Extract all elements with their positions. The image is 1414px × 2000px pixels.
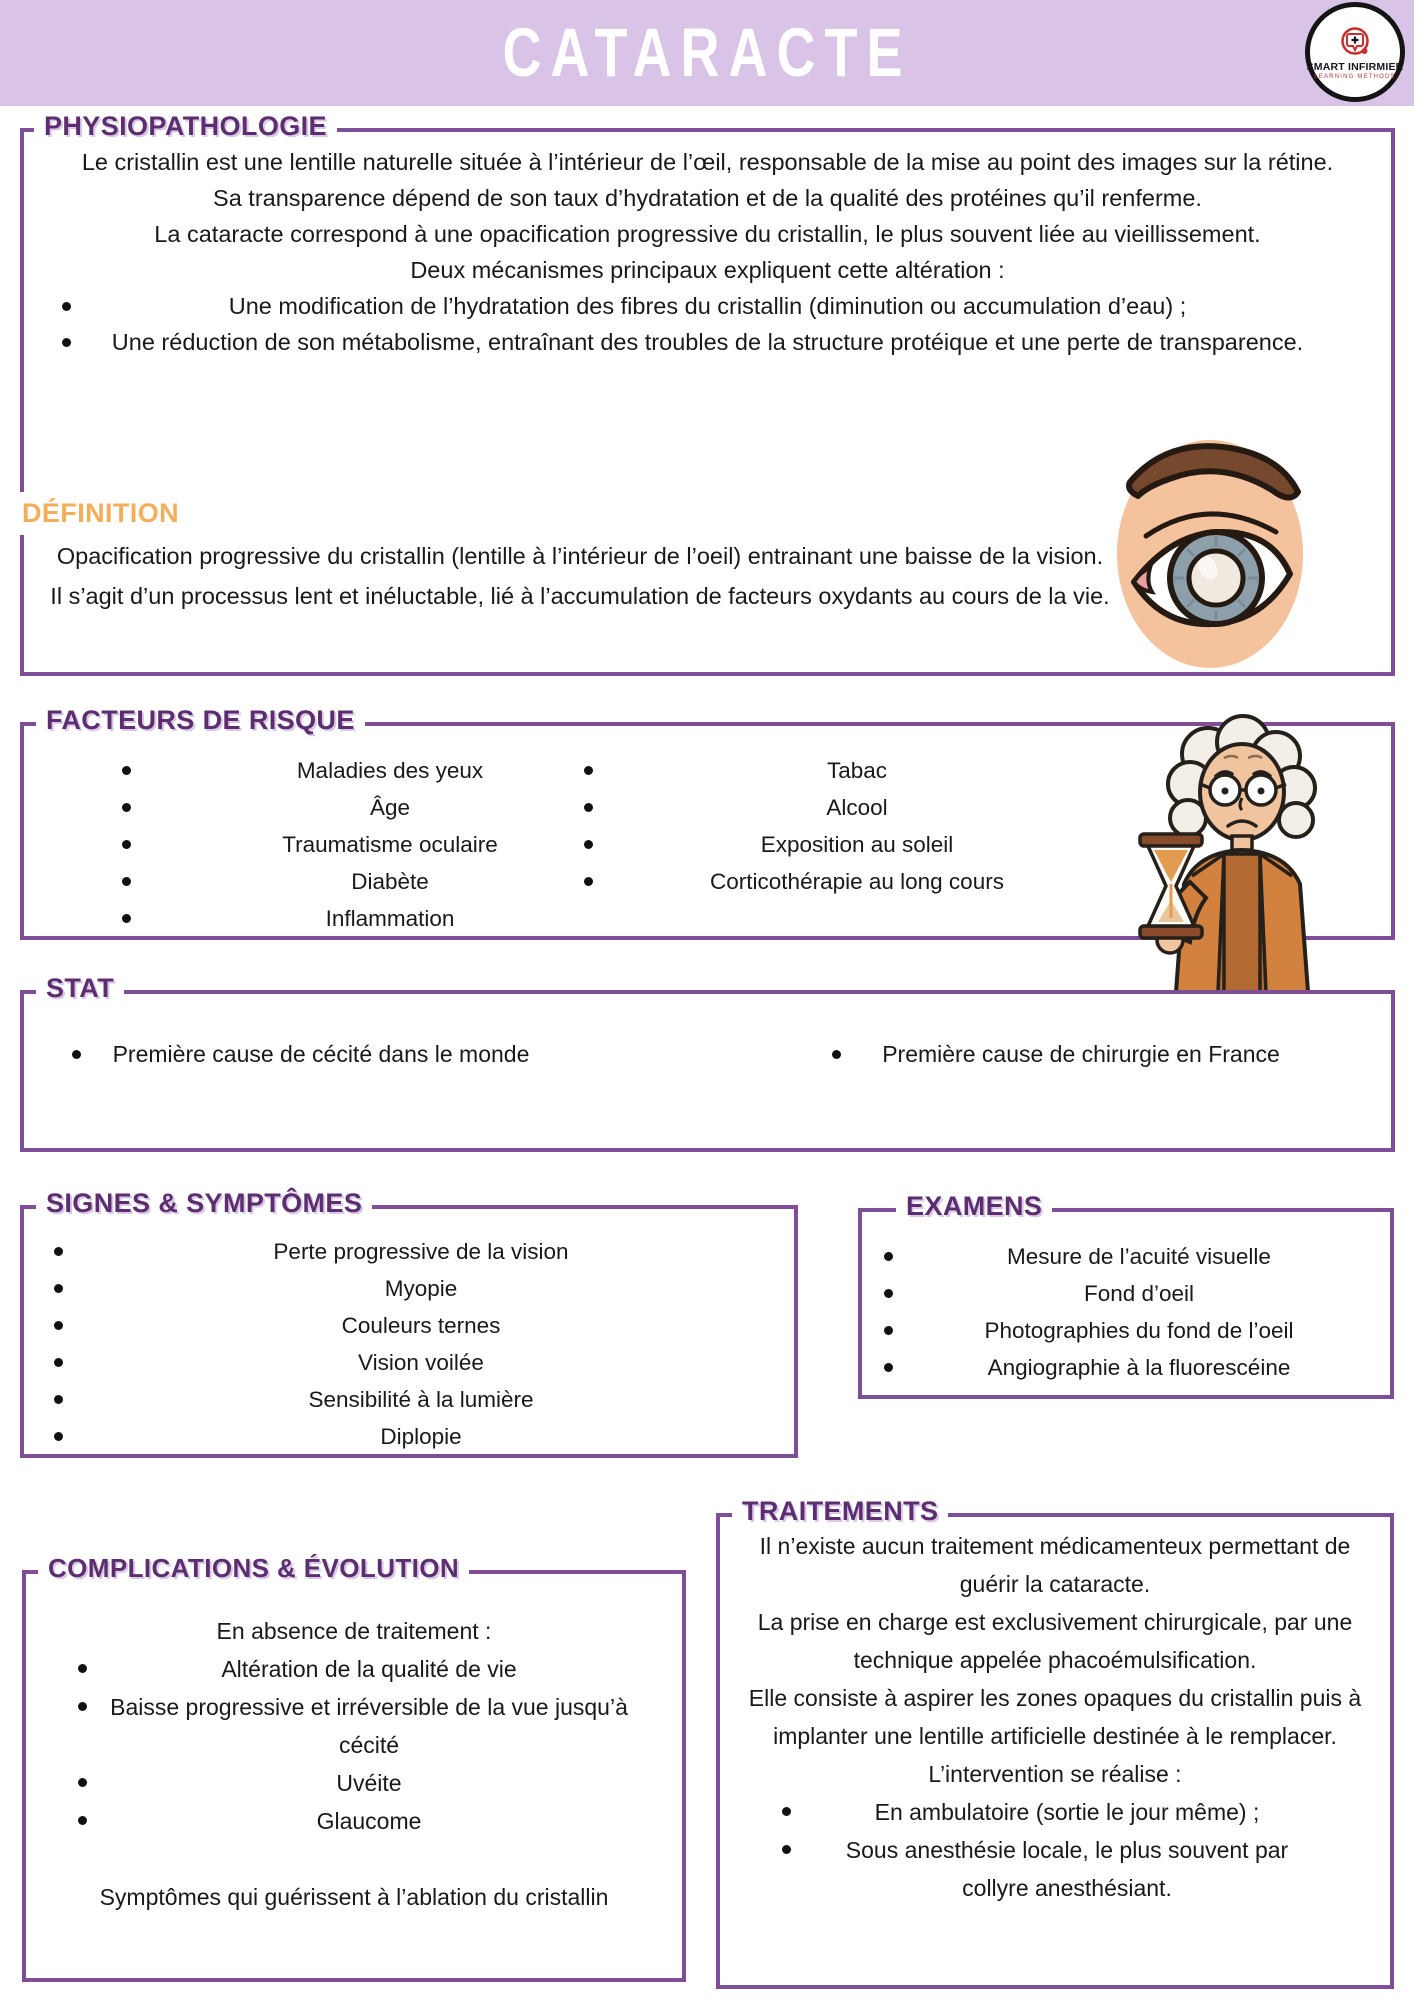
exams-panel xyxy=(858,1191,1394,1399)
list-item: Sensibilité à la lumière xyxy=(24,1381,794,1418)
list-item: Première cause de chirurgie en France xyxy=(824,1036,1294,1072)
paragraph: Le cristallin est une lentille naturelle située à l’intérieur de l’œil, responsable de la mise au point des images sur la rétine. xyxy=(81,149,1334,175)
list-item: Sous anesthésie locale, le plus souvent par collyre anesthésiant. xyxy=(748,1831,1362,1907)
stat-panel xyxy=(20,973,1395,1152)
list-item: Fond d’oeil xyxy=(862,1275,1390,1312)
paragraph: Deux mécanismes principaux expliquent cette altération : xyxy=(410,257,1005,283)
physiopathologie-title: PHYSIOPATHOLOGIE xyxy=(34,111,337,142)
list-item: Diabète xyxy=(110,863,630,900)
signs-symptoms-title: SIGNES & SYMPTÔMES xyxy=(36,1188,372,1219)
eye-illustration xyxy=(1112,386,1308,672)
list-item: Traumatisme oculaire xyxy=(110,826,630,863)
list-item: En ambulatoire (sortie le jour même) ; xyxy=(748,1793,1362,1831)
logo-subtitle: LEARNING METHODS xyxy=(1314,73,1396,80)
paragraph: Il n’existe aucun traitement médicamenteux permettant de guérir la cataracte. xyxy=(759,1533,1351,1597)
list-item: Mesure de l’acuité visuelle xyxy=(862,1238,1390,1275)
list-item: Perte progressive de la vision xyxy=(24,1233,794,1270)
treatments-content xyxy=(720,1517,1390,1907)
brand-logo xyxy=(1305,2,1405,102)
list-item: Photographies du fond de l’oeil xyxy=(862,1312,1390,1349)
list-item: Myopie xyxy=(24,1270,794,1307)
paragraph: La cataracte correspond à une opacification progressive du cristallin, le plus souvent liée au vieillissement. xyxy=(154,221,1261,247)
signs-list xyxy=(24,1209,794,1455)
risk-factors-panel xyxy=(20,705,1395,940)
definition-text: Opacification progressive du cristallin (lentille à l’intérieur de l’oeil) entrainant une baisse de la vision. Il s’agit d’un processus lent et inéluctable, lié à l’accumulation de facteurs oxydants au cours de la vie. xyxy=(50,543,1110,609)
stat-item-world xyxy=(64,1036,534,1072)
physiopathologie-text xyxy=(24,132,1391,288)
risk-list-right xyxy=(572,752,1102,900)
definition-title: DÉFINITION xyxy=(18,492,191,535)
list-item: Altération de la qualité de vie xyxy=(50,1650,658,1688)
complications-title: COMPLICATIONS & ÉVOLUTION xyxy=(38,1553,469,1584)
risk-list-left xyxy=(110,752,630,937)
stat-item-france xyxy=(824,1036,1294,1072)
paragraph: Sa transparence dépend de son taux d’hydratation et de la qualité des protéines qu’il renferme. xyxy=(213,185,1202,211)
header-band xyxy=(0,0,1414,106)
complications-intro: En absence de traitement : xyxy=(216,1618,492,1644)
complications-note: Symptômes qui guérissent à l’ablation du cristallin xyxy=(99,1884,609,1910)
list-item: Inflammation xyxy=(110,900,630,937)
complications-panel xyxy=(22,1553,686,1982)
exams-title: EXAMENS xyxy=(896,1191,1052,1222)
list-item: Couleurs ternes xyxy=(24,1307,794,1344)
list-item: Corticothérapie au long cours xyxy=(572,863,1102,900)
logo-name: SMART INFIRMIER xyxy=(1306,60,1404,73)
treatments-panel xyxy=(716,1496,1394,1989)
list-item: Baisse progressive et irréversible de la vue jusqu’à cécité xyxy=(50,1688,658,1764)
list-item: Glaucome xyxy=(50,1802,658,1840)
signs-symptoms-panel xyxy=(20,1188,798,1458)
list-item: Uvéite xyxy=(50,1764,658,1802)
complications-content xyxy=(26,1574,682,1916)
risk-factors-title: FACTEURS DE RISQUE xyxy=(36,705,365,736)
list-item: Une modification de l’hydratation des fibres du cristallin (diminution ou accumulation d’eau) ; xyxy=(24,288,1391,324)
list-item: Diplopie xyxy=(24,1418,794,1455)
list-item: Angiographie à la fluorescéine xyxy=(862,1349,1390,1386)
physiopathologie-bullets xyxy=(24,288,1391,360)
list-item: Maladies des yeux xyxy=(110,752,630,789)
page-title: CATARACTE xyxy=(502,14,912,92)
physiopathologie-panel xyxy=(20,111,1395,676)
exams-list xyxy=(862,1212,1390,1386)
list-item: Vision voilée xyxy=(24,1344,794,1381)
paragraph: Elle consiste à aspirer les zones opaques du cristallin puis à implanter une lentille artificielle destinée à le remplacer. xyxy=(748,1685,1362,1749)
paragraph: La prise en charge est exclusivement chirurgicale, par une technique appelée phacoémulsification. xyxy=(757,1609,1353,1673)
list-item: Alcool xyxy=(572,789,1102,826)
elderly-woman-illustration xyxy=(1128,714,1334,992)
stethoscope-icon xyxy=(1338,25,1372,59)
list-item: Première cause de cécité dans le monde xyxy=(64,1036,534,1072)
list-item: Tabac xyxy=(572,752,1102,789)
list-item: Âge xyxy=(110,789,630,826)
paragraph: L’intervention se réalise : xyxy=(928,1761,1182,1787)
treatments-title: TRAITEMENTS xyxy=(732,1496,948,1527)
list-item: Exposition au soleil xyxy=(572,826,1102,863)
list-item: Une réduction de son métabolisme, entraînant des troubles de la structure protéique et une perte de transparence. xyxy=(24,324,1391,360)
stat-title: STAT xyxy=(36,973,124,1004)
